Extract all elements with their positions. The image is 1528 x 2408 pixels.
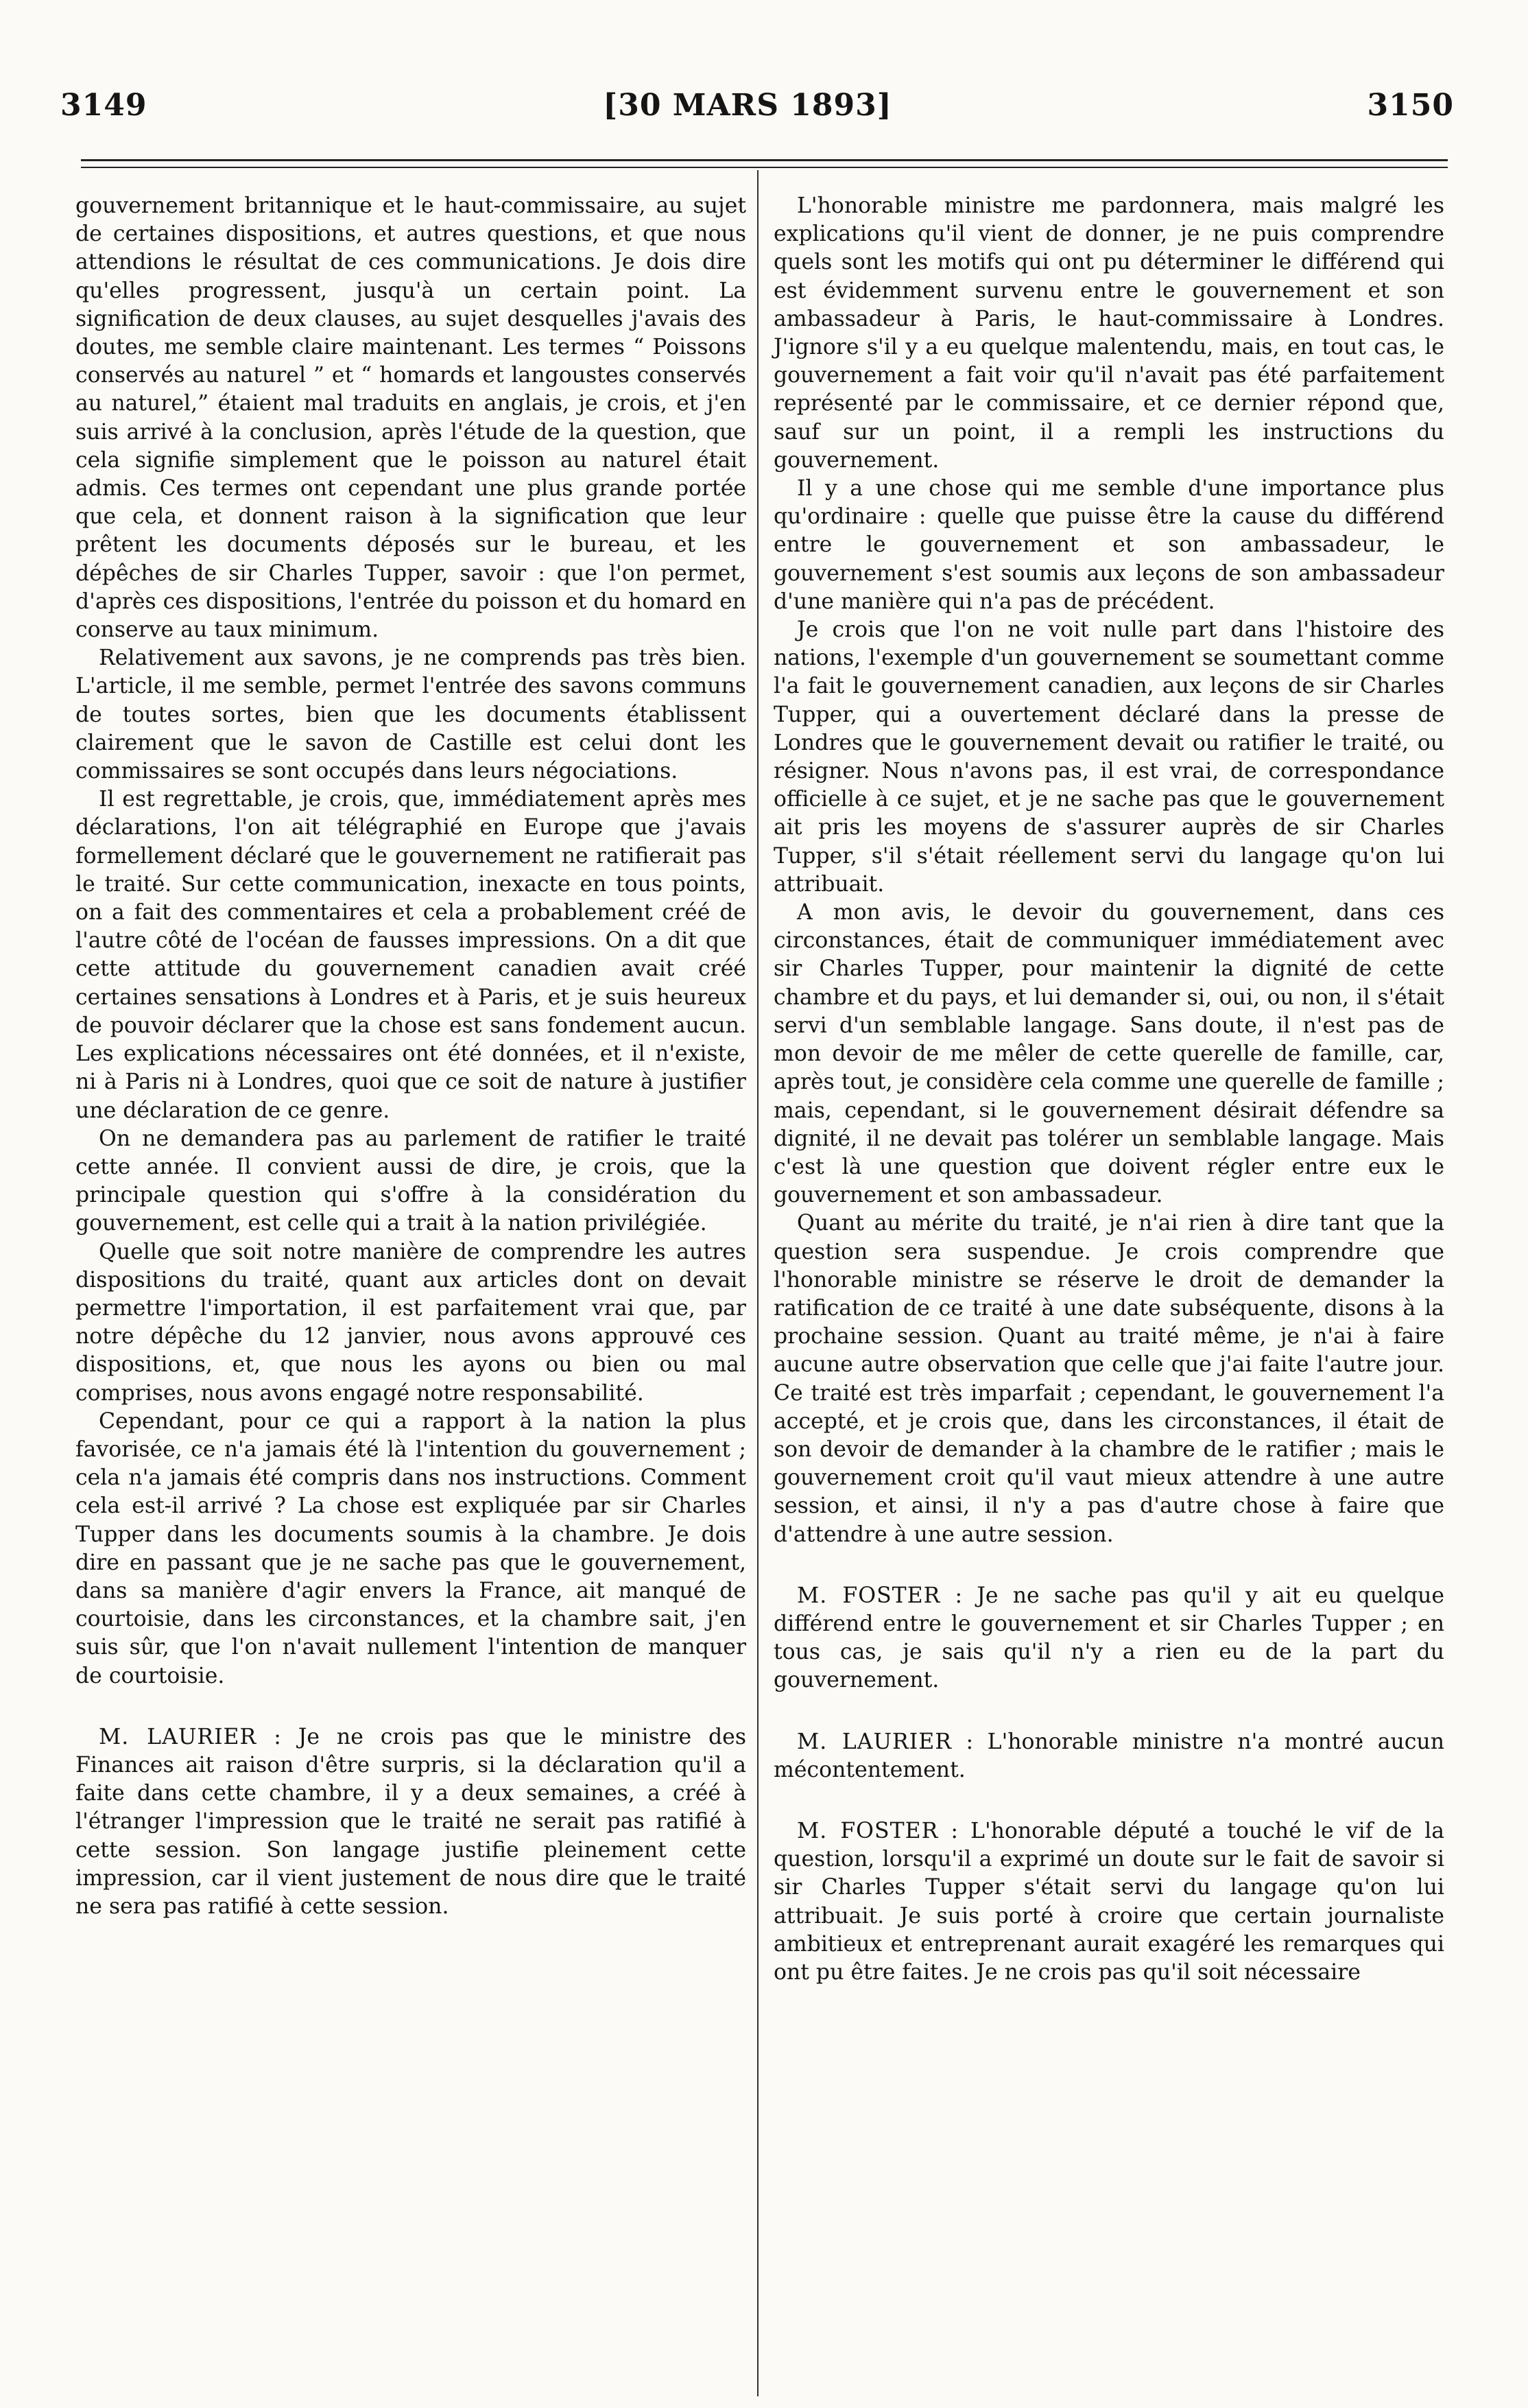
page-date: [30 MARS 1893]: [603, 88, 892, 123]
paragraph: gouvernement britannique et le haut-commissaire, au sujet de certaines dispositions, et autres questions, et que nous attendions le résultat de ces communications. Je dois dire qu'elles progressent, jusqu'à un certain point. La signification de deux clauses, au sujet desquelles j'avais des doutes, me semble claire maintenant. Les termes “ Poissons conservés au naturel ” et “ homards et langoustes conservés au naturel,” étaient mal traduits en anglais, je crois, et j'en suis arrivé à la conclusion, après l'étude de la question, que cela signifie simplement que le poisson au naturel était admis. Ces termes ont cependant une plus grande portée que cela, et donnent raison à la signification que leur prêtent les documents déposés sur le bureau, et les dépêches de sir Charles Tupper, savoir : que l'on permet, d'après ces dispositions, l'entrée du poisson et du homard en conserve au taux minimum.: [75, 193, 746, 643]
page-number-right: 3150: [1367, 88, 1454, 123]
paragraph: Relativement aux savons, je ne comprends pas très bien. L'article, il me semble, permet l'entrée des savons communs de toutes sortes, bien que les documents établissent clairement que le savon de Castille est celui dont les commissaires se sont occupés dans leurs négociations.: [75, 646, 746, 784]
paragraph: Il y a une chose qui me semble d'une importance plus qu'ordinaire : quelle que puisse être la cause du différend entre le gouvernement et son ambassadeur, le gouvernement s'est soumis aux leçons de son ambassadeur d'une manière qui n'a pas de précédent.: [774, 476, 1444, 614]
page-header: [41, 88, 1454, 136]
paragraph: Je crois que l'on ne voit nulle part dans l'histoire des nations, l'exemple d'un gouvernement se soumettant comme l'a fait le gouvernement canadien, aux leçons de sir Charles Tupper, qui a ouvertement déclaré dans la presse de Londres que le gouvernement devait ou ratifier le traité, ou résigner. Nous n'avons pas, il est vrai, de correspondance officielle à ce sujet, et je ne sache pas que le gouvernement ait pris les moyens de s'assurer auprès de sir Charles Tupper, s'il s'était réellement servi du langage qu'on lui attribuait.: [774, 617, 1444, 897]
speech-foster: [774, 1582, 1444, 1695]
speaker-name: M. LAURIER: [99, 1724, 257, 1749]
speech-text: : Je ne crois pas que le ministre des Finances ait raison d'être surpris, si la déclaration qu'il a faite dans cette chambre, il y a deux semaines, a créé à l'étranger l'impression que le traité ne serait pas ratifié à cette session. Son langage justifie pleinement cette impression, car il vient justement de nous dire que le traité ne sera pas ratifié à cette session.: [75, 1724, 746, 1919]
header-rule-top: [81, 159, 1448, 161]
paragraph: A mon avis, le devoir du gouvernement, dans ces circonstances, était de communiquer immédiatement avec sir Charles Tupper, pour maintenir la dignité de cette chambre et du pays, et lui demander si, oui, ou non, il s'était servi d'un semblable langage. Sans doute, il n'est pas de mon devoir de me mêler de cette querelle de famille, car, après tout, je considère cela comme une querelle de famille ; mais, cependant, si le gouvernement désirait défendre sa dignité, il ne devait pas tolérer un semblable langage. Mais c'est là une question que doivent régler entre eux le gouvernement et son ambassadeur.: [774, 900, 1444, 1208]
paragraph: Quelle que soit notre manière de comprendre les autres dispositions du traité, quant aux articles dont on devait permettre l'importation, il est parfaitement vrai que, par notre dépêche du 12 janvier, nous avons approuvé ces dispositions, et, que nous les ayons ou bien ou mal comprises, nous avons engagé notre responsabilité.: [75, 1239, 746, 1406]
speech-text: : L'honorable ministre n'a montré aucun mécontentement.: [774, 1729, 1444, 1782]
header-rule-bottom: [81, 167, 1448, 168]
speech-laurier: [75, 1723, 746, 1921]
column-divider: [757, 170, 759, 2396]
right-column: [774, 192, 1444, 1987]
paragraph: On ne demandera pas au parlement de ratifier le traité cette année. Il convient aussi de dire, je crois, que la principale question qui s'offre à la considération du gouvernement, est celle qui a trait à la nation privilégiée.: [75, 1126, 746, 1236]
paragraph: L'honorable ministre me pardonnera, mais malgré les explications qu'il vient de donner, je ne puis comprendre quels sont les motifs qui ont pu déterminer le différend qui est évidemment survenu entre le gouvernement et son ambassadeur à Paris, le haut-commissaire à Londres. J'ignore s'il y a eu quelque malentendu, mais, en tout cas, le gouvernement a fait voir qu'il n'avait pas été parfaitement représenté par le commissaire, et ce dernier répond que, sauf sur un point, il a rempli les instructions du gouvernement.: [774, 193, 1444, 473]
paragraph: Il est regrettable, je crois, que, immédiatement après mes déclarations, l'on ait télégraphié en Europe que j'avais formellement déclaré que le gouvernement ne ratifierait pas le traité. Sur cette communication, inexacte en tous points, on a fait des commentaires et cela a probablement créé de l'autre côté de l'océan de fausses impressions. On a dit que cette attitude du gouvernement canadien avait créé certaines sensations à Londres et à Paris, et je suis heureux de pouvoir déclarer que la chose est sans fondement aucun. Les explications nécessaires ont été données, et il n'existe, ni à Paris ni à Londres, quoi que ce soit de nature à justifier une déclaration de ce genre.: [75, 787, 746, 1123]
paragraph: Cependant, pour ce qui a rapport à la nation la plus favorisée, ce n'a jamais été là l'intention du gouvernement ; cela n'a jamais été compris dans nos instructions. Comment cela est-il arrivé ? La chose est expliquée par sir Charles Tupper dans les documents soumis à la chambre. Je dois dire en passant que je ne sache pas que le gouvernement, dans sa manière d'agir envers la France, ait manqué de courtoisie, dans les circonstances, et la chambre sait, j'en suis sûr, que l'on n'avait nullement l'intention de manquer de courtoisie.: [75, 1408, 746, 1688]
speaker-name: M. LAURIER: [797, 1729, 952, 1754]
speaker-name: M. FOSTER: [797, 1818, 939, 1843]
speaker-name: M. FOSTER: [797, 1583, 941, 1608]
page-number-left: 3149: [60, 88, 147, 123]
speech-text: : L'honorable député a touché le vif de la question, lorsqu'il a exprimé un doute sur le fait de savoir si sir Charles Tupper s'était servi du langage qu'on lui attribuait. Je suis porté à croire que certain journaliste ambitieux et entreprenant aurait exagéré les remarques qui ont pu être faites. Je ne crois pas qu'il soit nécessaire: [774, 1818, 1444, 1985]
paragraph: Quant au mérite du traité, je n'ai rien à dire tant que la question sera suspendue. Je crois comprendre que l'honorable ministre se réserve le droit de demander la ratification de ce traité à une date subséquente, disons à la prochaine session. Quant au traité même, je n'ai à faire aucune autre observation que celle que j'ai faite l'autre jour. Ce traité est très imparfait ; cependant, le gouvernement l'a accepté, et je crois que, dans les circonstances, il était de son devoir de demander à la chambre de le ratifier ; mais le gouvernement croit qu'il vaut mieux attendre à une autre session, et ainsi, il n'y a pas d'autre chose à faire que d'attendre à une autre session.: [774, 1211, 1444, 1547]
speech-foster: [774, 1817, 1444, 1987]
left-column: [75, 192, 746, 1921]
speech-laurier: [774, 1728, 1444, 1784]
speech-text: : Je ne sache pas qu'il y ait eu quelque différend entre le gouvernement et sir Charles Tupper ; en tous cas, je sais qu'il n'y a rien eu de la part du gouvernement.: [774, 1583, 1444, 1693]
